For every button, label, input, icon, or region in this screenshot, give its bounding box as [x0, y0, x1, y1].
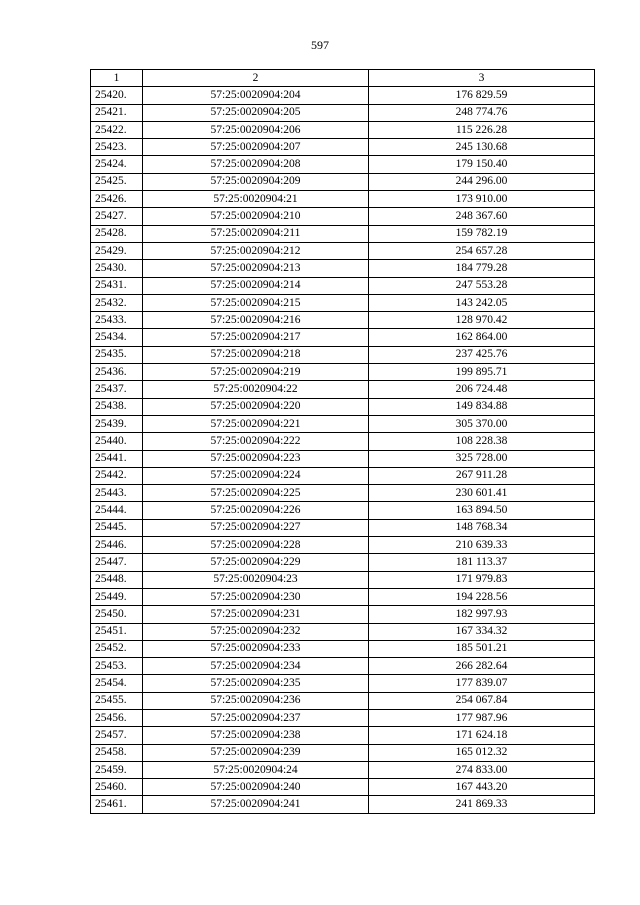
row-number-cell: 25450.	[91, 606, 143, 623]
row-number-cell: 25442.	[91, 467, 143, 484]
value-cell: 245 130.68	[369, 139, 595, 156]
row-number-cell: 25433.	[91, 312, 143, 329]
value-cell: 182 997.93	[369, 606, 595, 623]
cadastral-number-cell: 57:25:0020904:233	[143, 640, 369, 657]
table-row	[91, 191, 595, 208]
cadastral-number-cell: 57:25:0020904:217	[143, 329, 369, 346]
row-number-cell: 25427.	[91, 208, 143, 225]
cadastral-number-cell: 57:25:0020904:238	[143, 727, 369, 744]
value-cell: 274 833.00	[369, 761, 595, 778]
table-row	[91, 312, 595, 329]
row-number-cell: 25447.	[91, 554, 143, 571]
value-cell: 199 895.71	[369, 364, 595, 381]
row-number-cell: 25434.	[91, 329, 143, 346]
table-row	[91, 277, 595, 294]
row-number-cell: 25429.	[91, 242, 143, 259]
table-row	[91, 433, 595, 450]
cadastral-number-cell: 57:25:0020904:226	[143, 502, 369, 519]
table-row	[91, 329, 595, 346]
row-number-cell: 25449.	[91, 588, 143, 605]
row-number-cell: 25438.	[91, 398, 143, 415]
value-cell: 171 624.18	[369, 727, 595, 744]
cadastral-number-cell: 57:25:0020904:215	[143, 294, 369, 311]
cadastral-number-cell: 57:25:0020904:214	[143, 277, 369, 294]
table-row	[91, 744, 595, 761]
cadastral-number-cell: 57:25:0020904:206	[143, 121, 369, 138]
value-cell: 143 242.05	[369, 294, 595, 311]
cadastral-number-cell: 57:25:0020904:240	[143, 779, 369, 796]
cadastral-number-cell: 57:25:0020904:232	[143, 623, 369, 640]
table-row	[91, 87, 595, 104]
table-row	[91, 623, 595, 640]
value-cell: 184 779.28	[369, 260, 595, 277]
row-number-cell: 25446.	[91, 537, 143, 554]
row-number-cell: 25456.	[91, 709, 143, 726]
cadastral-number-cell: 57:25:0020904:236	[143, 692, 369, 709]
row-number-cell: 25435.	[91, 346, 143, 363]
row-number-cell: 25430.	[91, 260, 143, 277]
table-row	[91, 225, 595, 242]
value-cell: 206 724.48	[369, 381, 595, 398]
value-cell: 108 228.38	[369, 433, 595, 450]
value-cell: 266 282.64	[369, 658, 595, 675]
table-row	[91, 519, 595, 536]
row-number-cell: 25431.	[91, 277, 143, 294]
table-row	[91, 554, 595, 571]
cadastral-number-cell: 57:25:0020904:22	[143, 381, 369, 398]
cadastral-number-cell: 57:25:0020904:212	[143, 242, 369, 259]
value-cell: 325 728.00	[369, 450, 595, 467]
table-row	[91, 260, 595, 277]
cadastral-number-cell: 57:25:0020904:241	[143, 796, 369, 813]
value-cell: 181 113.37	[369, 554, 595, 571]
cadastral-number-cell: 57:25:0020904:219	[143, 364, 369, 381]
row-number-cell: 25428.	[91, 225, 143, 242]
cadastral-number-cell: 57:25:0020904:227	[143, 519, 369, 536]
cadastral-number-cell: 57:25:0020904:207	[143, 139, 369, 156]
row-number-cell: 25455.	[91, 692, 143, 709]
cadastral-number-cell: 57:25:0020904:209	[143, 173, 369, 190]
value-cell: 173 910.00	[369, 191, 595, 208]
cadastral-number-cell: 57:25:0020904:213	[143, 260, 369, 277]
value-cell: 148 768.34	[369, 519, 595, 536]
value-cell: 267 911.28	[369, 467, 595, 484]
table-row	[91, 537, 595, 554]
row-number-cell: 25439.	[91, 415, 143, 432]
value-cell: 177 987.96	[369, 709, 595, 726]
table-row	[91, 502, 595, 519]
column-header-2: 2	[143, 70, 369, 87]
cadastral-number-cell: 57:25:0020904:223	[143, 450, 369, 467]
value-cell: 162 864.00	[369, 329, 595, 346]
cadastral-number-cell: 57:25:0020904:229	[143, 554, 369, 571]
row-number-cell: 25444.	[91, 502, 143, 519]
value-cell: 237 425.76	[369, 346, 595, 363]
cadastral-number-cell: 57:25:0020904:228	[143, 537, 369, 554]
value-cell: 254 657.28	[369, 242, 595, 259]
table-row	[91, 398, 595, 415]
table-row	[91, 450, 595, 467]
row-number-cell: 25437.	[91, 381, 143, 398]
value-cell: 230 601.41	[369, 485, 595, 502]
row-number-cell: 25452.	[91, 640, 143, 657]
value-cell: 165 012.32	[369, 744, 595, 761]
table-row	[91, 727, 595, 744]
cadastral-number-cell: 57:25:0020904:216	[143, 312, 369, 329]
value-cell: 244 296.00	[369, 173, 595, 190]
value-cell: 176 829.59	[369, 87, 595, 104]
row-number-cell: 25451.	[91, 623, 143, 640]
table-row	[91, 761, 595, 778]
table-body	[91, 87, 595, 813]
table-row	[91, 467, 595, 484]
row-number-cell: 25436.	[91, 364, 143, 381]
row-number-cell: 25424.	[91, 156, 143, 173]
row-number-cell: 25459.	[91, 761, 143, 778]
row-number-cell: 25458.	[91, 744, 143, 761]
row-number-cell: 25423.	[91, 139, 143, 156]
table-row	[91, 139, 595, 156]
value-cell: 128 970.42	[369, 312, 595, 329]
value-cell: 247 553.28	[369, 277, 595, 294]
table-row	[91, 173, 595, 190]
cadastral-number-cell: 57:25:0020904:23	[143, 571, 369, 588]
row-number-cell: 25457.	[91, 727, 143, 744]
cadastral-number-cell: 57:25:0020904:230	[143, 588, 369, 605]
table-row	[91, 415, 595, 432]
row-number-cell: 25461.	[91, 796, 143, 813]
cadastral-number-cell: 57:25:0020904:235	[143, 675, 369, 692]
value-cell: 254 067.84	[369, 692, 595, 709]
value-cell: 194 228.56	[369, 588, 595, 605]
row-number-cell: 25448.	[91, 571, 143, 588]
row-number-cell: 25453.	[91, 658, 143, 675]
value-cell: 167 443.20	[369, 779, 595, 796]
row-number-cell: 25445.	[91, 519, 143, 536]
cadastral-number-cell: 57:25:0020904:24	[143, 761, 369, 778]
cadastral-number-cell: 57:25:0020904:231	[143, 606, 369, 623]
row-number-cell: 25460.	[91, 779, 143, 796]
table-row	[91, 346, 595, 363]
column-header-1: 1	[91, 70, 143, 87]
cadastral-number-cell: 57:25:0020904:220	[143, 398, 369, 415]
row-number-cell: 25421.	[91, 104, 143, 121]
table-row	[91, 485, 595, 502]
table-row	[91, 588, 595, 605]
cadastral-number-cell: 57:25:0020904:210	[143, 208, 369, 225]
cadastral-number-cell: 57:25:0020904:234	[143, 658, 369, 675]
table-row	[91, 156, 595, 173]
row-number-cell: 25443.	[91, 485, 143, 502]
row-number-cell: 25432.	[91, 294, 143, 311]
value-cell: 179 150.40	[369, 156, 595, 173]
table-row	[91, 381, 595, 398]
table-row	[91, 294, 595, 311]
table-row	[91, 692, 595, 709]
table-row	[91, 640, 595, 657]
row-number-cell: 25425.	[91, 173, 143, 190]
value-cell: 159 782.19	[369, 225, 595, 242]
data-table	[90, 69, 595, 814]
value-cell: 115 226.28	[369, 121, 595, 138]
value-cell: 163 894.50	[369, 502, 595, 519]
cadastral-number-cell: 57:25:0020904:211	[143, 225, 369, 242]
column-header-3: 3	[369, 70, 595, 87]
table-row	[91, 242, 595, 259]
value-cell: 248 367.60	[369, 208, 595, 225]
table-row	[91, 571, 595, 588]
cadastral-number-cell: 57:25:0020904:205	[143, 104, 369, 121]
value-cell: 171 979.83	[369, 571, 595, 588]
row-number-cell: 25441.	[91, 450, 143, 467]
cadastral-number-cell: 57:25:0020904:239	[143, 744, 369, 761]
table-row	[91, 796, 595, 813]
cadastral-number-cell: 57:25:0020904:204	[143, 87, 369, 104]
cadastral-number-cell: 57:25:0020904:222	[143, 433, 369, 450]
page-number: 597	[311, 38, 329, 52]
value-cell: 167 334.32	[369, 623, 595, 640]
cadastral-number-cell: 57:25:0020904:21	[143, 191, 369, 208]
value-cell: 210 639.33	[369, 537, 595, 554]
row-number-cell: 25426.	[91, 191, 143, 208]
row-number-cell: 25440.	[91, 433, 143, 450]
cadastral-number-cell: 57:25:0020904:218	[143, 346, 369, 363]
cadastral-number-cell: 57:25:0020904:237	[143, 709, 369, 726]
table-row	[91, 779, 595, 796]
table-row	[91, 121, 595, 138]
row-number-cell: 25454.	[91, 675, 143, 692]
table-row	[91, 208, 595, 225]
value-cell: 248 774.76	[369, 104, 595, 121]
cadastral-number-cell: 57:25:0020904:221	[143, 415, 369, 432]
cadastral-number-cell: 57:25:0020904:225	[143, 485, 369, 502]
value-cell: 177 839.07	[369, 675, 595, 692]
table-row	[91, 658, 595, 675]
cadastral-number-cell: 57:25:0020904:224	[143, 467, 369, 484]
table-row	[91, 709, 595, 726]
table-row	[91, 675, 595, 692]
table-row	[91, 606, 595, 623]
row-number-cell: 25422.	[91, 121, 143, 138]
table-row	[91, 104, 595, 121]
value-cell: 241 869.33	[369, 796, 595, 813]
table-header-row	[91, 70, 595, 87]
row-number-cell: 25420.	[91, 87, 143, 104]
value-cell: 149 834.88	[369, 398, 595, 415]
value-cell: 185 501.21	[369, 640, 595, 657]
value-cell: 305 370.00	[369, 415, 595, 432]
cadastral-number-cell: 57:25:0020904:208	[143, 156, 369, 173]
table-row	[91, 364, 595, 381]
